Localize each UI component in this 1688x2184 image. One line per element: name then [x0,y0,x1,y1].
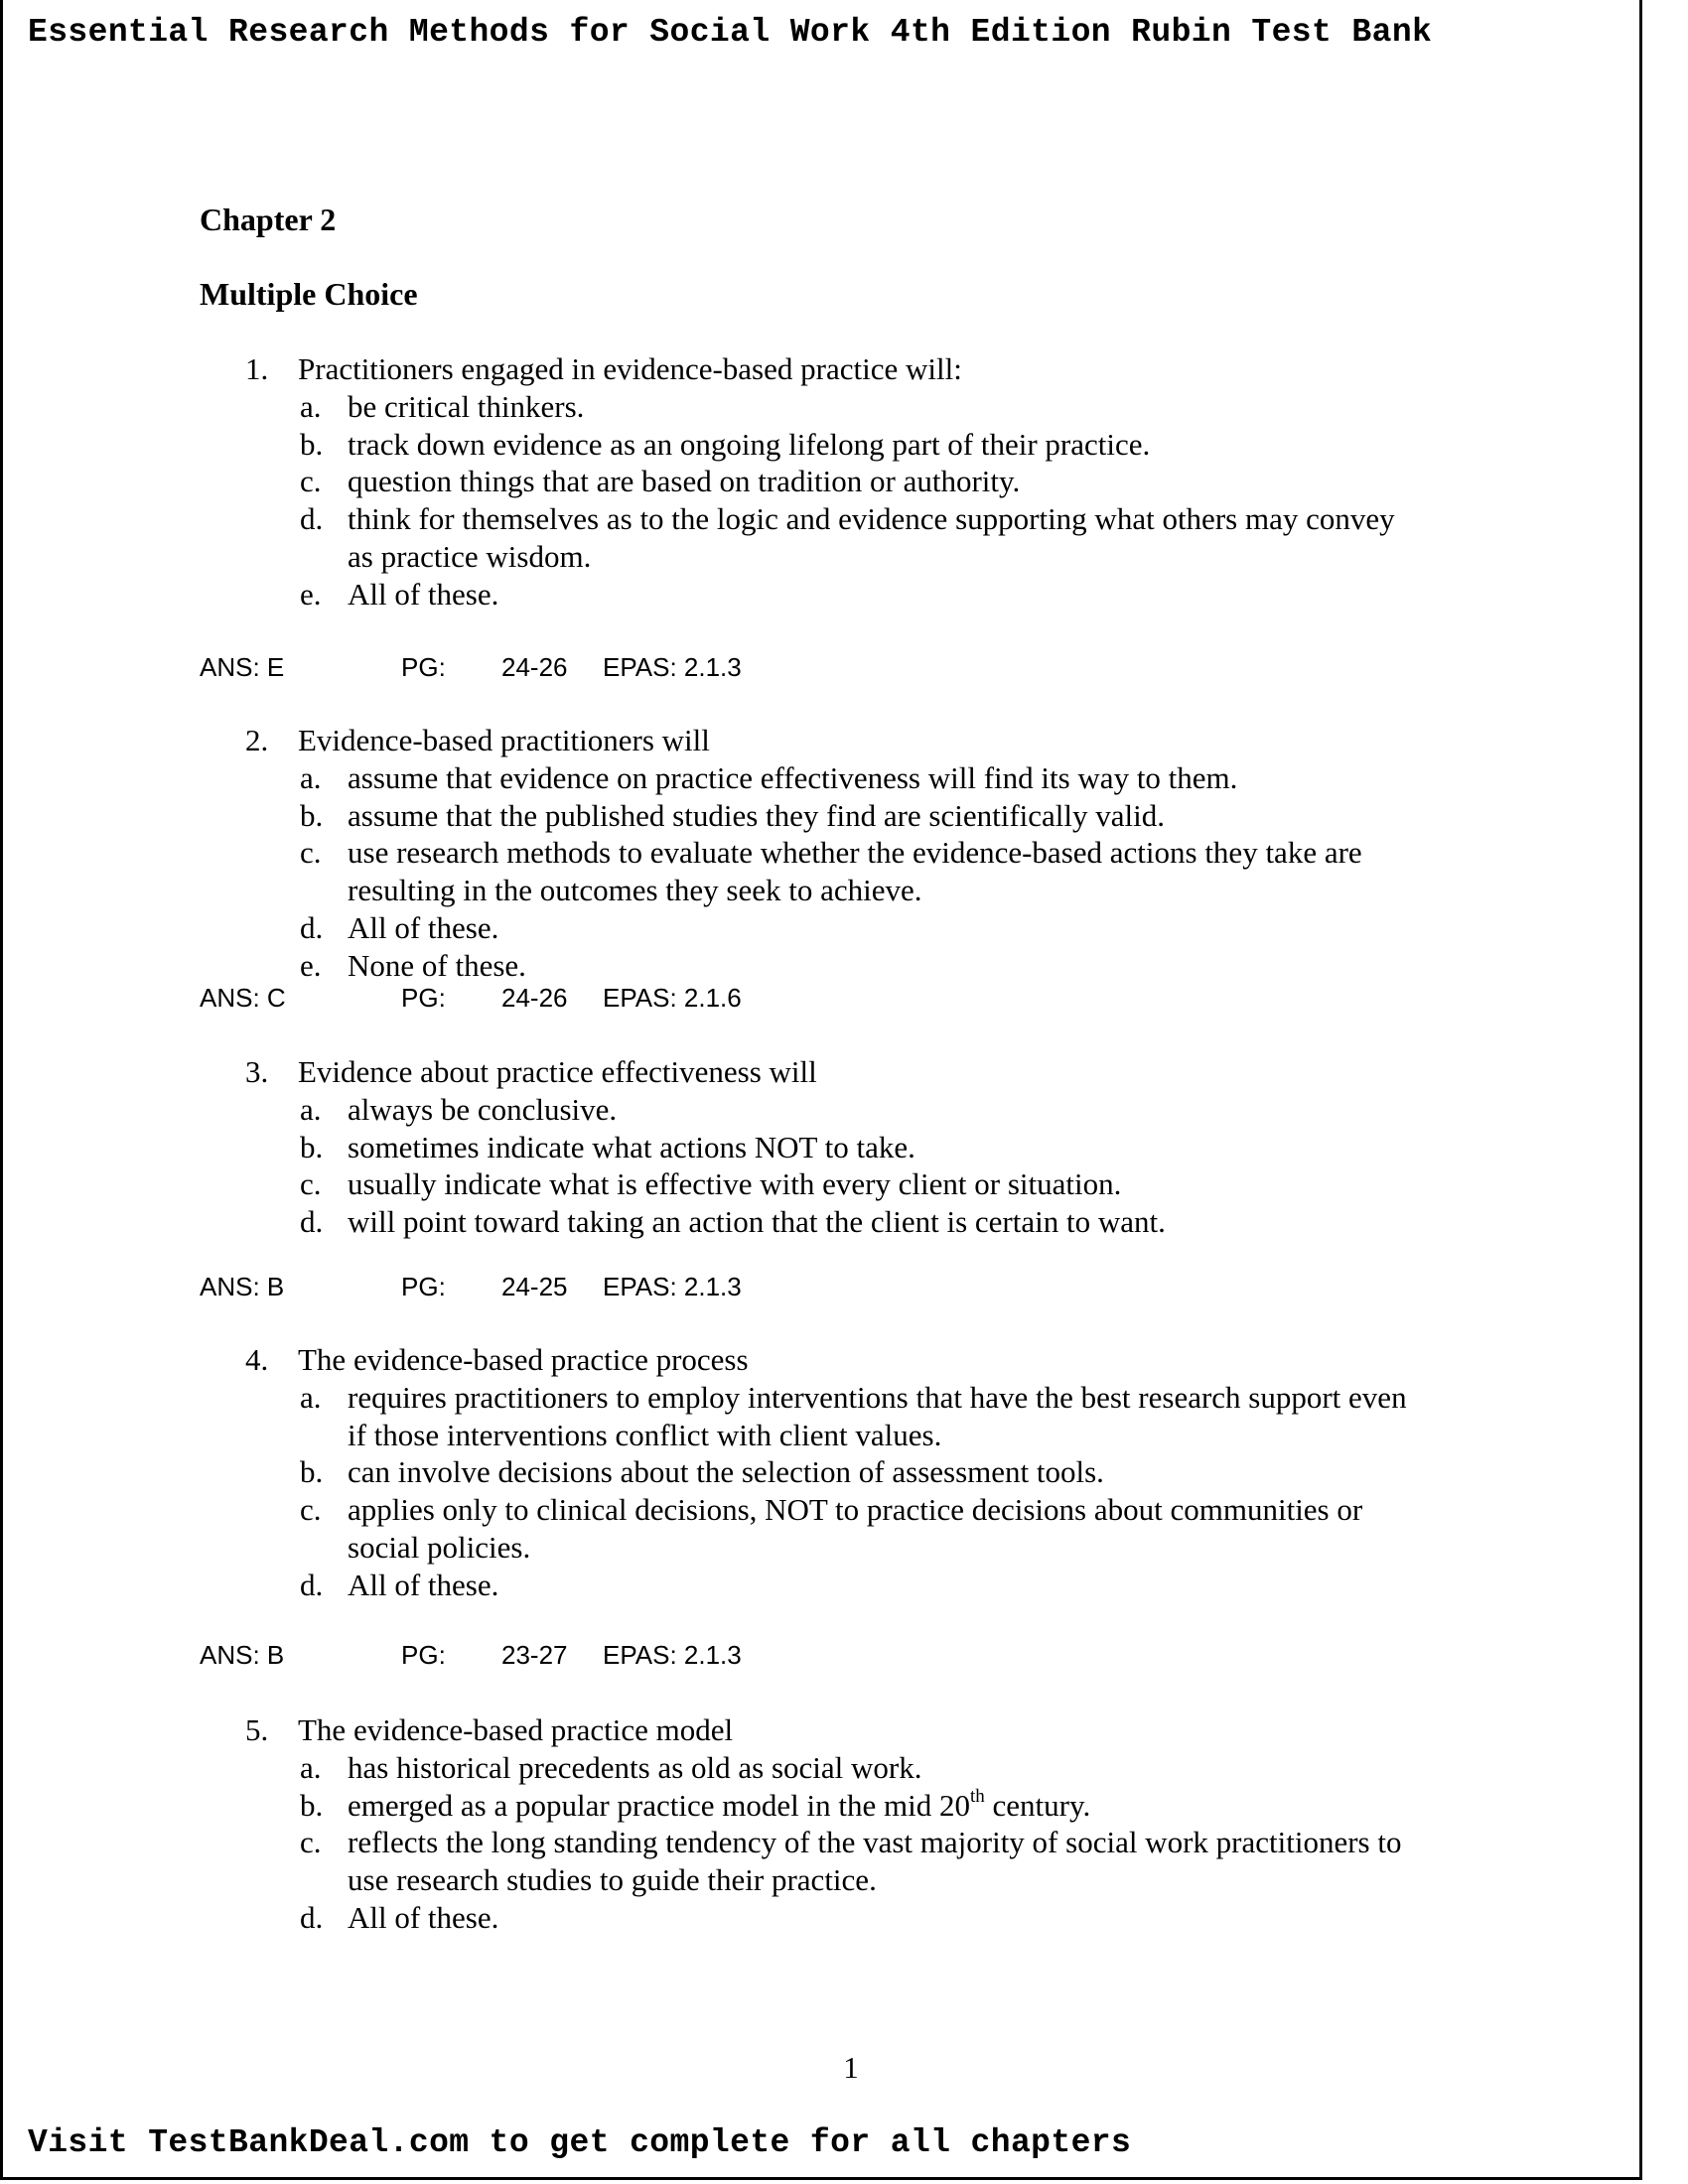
page-range: 23-27 [501,1640,568,1670]
question-5 [0,1711,1589,1937]
page-number: 1 [843,2050,859,2085]
answer-key: ANS: B [200,1272,285,1301]
option-c [0,1824,1589,1861]
answer-key: ANS: B [200,1640,285,1670]
option-letter: b. [300,1454,324,1490]
option-e [0,576,1589,614]
option-text: use research methods to evaluate whether the evidence-based actions they take are [348,835,1362,871]
option-text: applies only to clinical decisions, NOT to practice decisions about communities or [348,1492,1363,1528]
option-d [0,909,1589,947]
question-text: The evidence-based practice model [298,1712,734,1747]
option-letter: e. [300,947,322,983]
option-b [0,1129,1589,1166]
question-text: The evidence-based practice process [298,1342,749,1377]
option-c-continuation [0,872,1589,909]
page-range: 24-26 [501,652,568,682]
answer-line-1 [0,652,993,682]
question-stem [0,722,1589,759]
option-a [0,388,1589,426]
question-text: Practitioners engaged in evidence-based practice will: [298,351,962,386]
option-d-continuation [0,538,1589,576]
question-1 [0,350,1589,614]
option-text: resulting in the outcomes they seek to achieve. [348,873,922,908]
question-stem [0,1711,1589,1749]
page-range: 24-25 [501,1272,568,1301]
option-text: All of these. [348,1899,499,1935]
page-label: PG: [401,1640,446,1670]
option-c [0,1491,1589,1529]
question-stem [0,350,1589,388]
option-a [0,1091,1589,1129]
page-label: PG: [401,983,446,1013]
option-text: track down evidence as an ongoing lifelong part of their practice. [348,426,1151,462]
question-number: 1. [245,351,269,386]
option-letter: d. [300,1899,324,1935]
option-text: question things that are based on tradition or authority. [348,464,1021,499]
epas-code: EPAS: 2.1.3 [603,1640,742,1670]
option-text: All of these. [348,1567,499,1602]
option-letter: a. [300,1379,322,1415]
option-letter: d. [300,1567,324,1602]
option-text: sometimes indicate what actions NOT to take. [348,1129,915,1164]
page-range: 24-26 [501,983,568,1013]
option-text: use research studies to guide their practice. [348,1862,877,1898]
document-header-title: Essential Research Methods for Social Work 4th Edition Rubin Test Bank [28,14,1433,51]
option-b [0,1453,1589,1491]
option-d [0,500,1589,538]
option-c-continuation [0,1529,1589,1567]
option-letter: c. [300,464,322,499]
option-text: as practice wisdom. [348,538,592,574]
option-text: assume that the published studies they find are scientifically valid. [348,797,1166,833]
option-letter: a. [300,759,322,795]
question-number: 2. [245,723,269,757]
option-letter: e. [300,576,322,612]
epas-code: EPAS: 2.1.3 [603,1272,742,1301]
question-3 [0,1053,1589,1241]
option-text [348,1787,1090,1825]
question-text: Evidence about practice effectiveness will [298,1054,817,1089]
answer-key: ANS: E [200,652,285,682]
option-letter: c. [300,1492,322,1528]
ordinal-superscript: th [969,1786,985,1808]
chapter-title: Chapter 2 [200,202,337,237]
option-text-main: emerged as a popular practice model in the mid 20 [348,1787,970,1823]
option-d [0,1899,1589,1937]
option-text: always be conclusive. [348,1091,618,1127]
option-letter: b. [300,1129,324,1164]
option-d [0,1567,1589,1604]
option-text-tail: century. [984,1787,1091,1823]
option-text: think for themselves as to the logic and evidence supporting what others may convey [348,501,1395,537]
epas-code: EPAS: 2.1.3 [603,652,742,682]
option-c [0,1165,1589,1203]
option-d [0,1203,1589,1241]
answer-key: ANS: C [200,983,286,1013]
option-letter: a. [300,1091,322,1127]
question-4 [0,1341,1589,1604]
option-a [0,1749,1589,1787]
option-c-continuation [0,1861,1589,1899]
option-b [0,1787,1589,1825]
option-text: has historical precedents as old as social work. [348,1749,922,1785]
option-letter: b. [300,797,324,833]
option-text: All of these. [348,909,499,945]
option-b [0,426,1589,464]
option-text: usually indicate what is effective with every client or situation. [348,1166,1122,1202]
option-text: be critical thinkers. [348,388,585,424]
question-number: 5. [245,1712,269,1747]
answer-line-4 [0,1640,993,1670]
option-a [0,759,1589,797]
option-text: reflects the long standing tendency of the vast majority of social work practitioners to [348,1825,1402,1860]
option-letter: a. [300,1749,322,1785]
epas-code: EPAS: 2.1.6 [603,983,742,1013]
option-text: None of these. [348,947,526,983]
answer-line-2 [0,983,993,1013]
option-text: All of these. [348,576,499,612]
option-letter: b. [300,1787,324,1823]
option-letter: b. [300,426,324,462]
section-title: Multiple Choice [200,276,418,312]
option-c [0,834,1589,872]
option-b [0,797,1589,835]
option-text: if those interventions conflict with client values. [348,1417,942,1452]
option-letter: c. [300,835,322,871]
option-letter: d. [300,1204,324,1240]
option-letter: c. [300,1825,322,1860]
option-a [0,1379,1589,1417]
option-letter: c. [300,1166,322,1202]
option-letter: a. [300,388,322,424]
option-text: requires practitioners to employ interventions that have the best research support even [348,1379,1407,1415]
option-a-continuation [0,1417,1589,1454]
option-c [0,463,1589,500]
page-label: PG: [401,1272,446,1301]
option-text: social policies. [348,1529,531,1565]
option-letter: d. [300,501,324,537]
option-letter: d. [300,909,324,945]
option-text: assume that evidence on practice effectiveness will find its way to them. [348,759,1238,795]
question-2 [0,722,1589,985]
option-e [0,947,1589,985]
question-number: 4. [245,1342,269,1377]
option-text: will point toward taking an action that the client is certain to want. [348,1204,1166,1240]
question-number: 3. [245,1054,269,1089]
answer-line-3 [0,1272,993,1301]
question-stem [0,1053,1589,1091]
option-text: can involve decisions about the selection of assessment tools. [348,1454,1104,1490]
footer-promo-text: Visit TestBankDeal.com to get complete for all chapters [28,2124,1132,2161]
question-text: Evidence-based practitioners will [298,723,710,757]
question-stem [0,1341,1589,1379]
page-label: PG: [401,652,446,682]
